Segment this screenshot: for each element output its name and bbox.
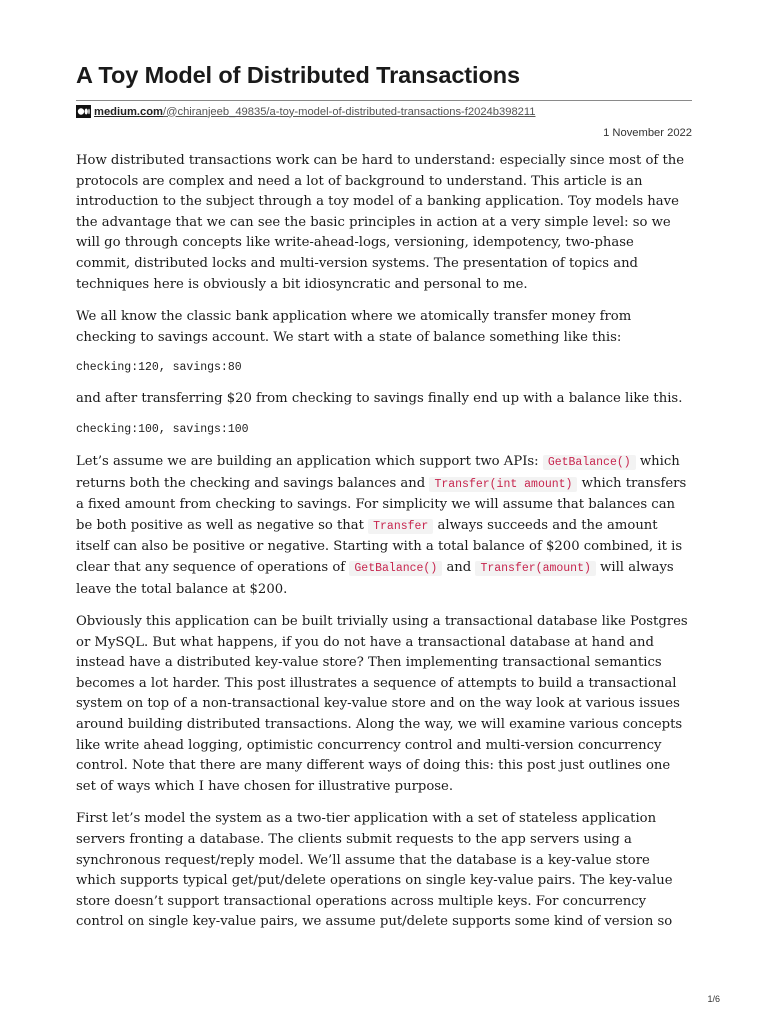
apis-text-5: and — [446, 559, 472, 575]
article-page — [76, 62, 692, 933]
paragraph-bank-app: We all know the classic bank application where we atomically transfer money from checking to savings account. We start with a state of balance something like this: — [76, 309, 632, 345]
paragraph-after-transfer: and after transferring $20 from checking to savings finally end up with a balance like this. — [76, 391, 683, 407]
title-divider — [76, 100, 692, 101]
inline-code-getbalance: GetBalance() — [543, 455, 636, 470]
publish-date: 1 November 2022 — [603, 127, 692, 139]
article-title: A Toy Model of Distributed Transactions — [76, 62, 520, 88]
inline-code-getbalance-2: GetBalance() — [349, 561, 442, 576]
paragraph-apis — [76, 452, 692, 600]
source-line — [76, 105, 692, 118]
source-domain-link[interactable]: medium.com — [94, 105, 164, 118]
medium-logo-icon — [76, 105, 91, 118]
code-block-final-balance: checking:100, savings:100 — [76, 422, 249, 436]
apis-text-6: will always leave the total balance at $200. — [76, 559, 674, 597]
paragraph-two-tier: First let’s model the system as a two-tier application with a set of stateless application servers fronting a database. The clients submit requests to the app servers using a synchronous request/reply model. We’ll assume that the database is a key-value store which supports typical get/put/delete operations on single key-value pairs. The key-value store doesn’t support transactional operations across multiple keys. For concurrency control on single key-value pairs, we assume put/delete supports some kind of version so — [76, 811, 673, 930]
apis-text-2: which returns both the checking and savings balances and — [76, 453, 680, 491]
paragraph-intro: How distributed transactions work can be hard to understand: especially since most of the protocols are complex and need a lot of background to understand. This article is an introduction to the subject through a toy model of a banking application. Toy models have the advantage that we can see the basic principles in action at a very simple level: so we will go through concepts like write-ahead-logs, versioning, idempotency, two-phase commit, distributed locks and multi-version systems. The presentation of topics and techniques here is obviously a bit idiosyncratic and personal to me. — [76, 153, 685, 292]
inline-code-transfer-int: Transfer(int amount) — [429, 477, 577, 492]
inline-code-transfer: Transfer — [368, 519, 433, 534]
apis-text-4: always succeeds and the amount itself can also be positive or negative. Starting with a total balance of $200 combined, it is clear that any sequence of operations of — [76, 517, 683, 575]
apis-text-1: Let’s assume we are building an application which support two APIs: — [76, 453, 539, 469]
paragraph-transactional-db: Obviously this application can be built trivially using a transactional database like Postgres or MySQL. But what happens, if you do not have a transactional database at hand and instead have a distributed key-value store? Then implementing transactional semantics becomes a lot harder. This post illustrates a sequence of attempts to build a transactional system on top of a non-transactional key-value store and on the way look at various issues around building distributed transactions. Along the way, we will examine various concepts like write ahead logging, optimistic concurrency control and multi-version concurrency control. Note that there are many different ways of doing this: this post just outlines one set of ways which I have chosen for illustrative purpose. — [76, 614, 688, 794]
source-path-link[interactable]: /@chiranjeeb_49835/a-toy-model-of-distributed-transactions-f2024b398211 — [163, 105, 536, 118]
apis-text-3: which transfers a fixed amount from checking to savings. For simplicity we will assume that balances can be both positive as well as negative so that — [76, 475, 687, 533]
page-number: 1/6 — [707, 994, 720, 1004]
inline-code-transfer-amount: Transfer(amount) — [475, 561, 595, 576]
code-block-initial-balance: checking:120, savings:80 — [76, 361, 242, 375]
